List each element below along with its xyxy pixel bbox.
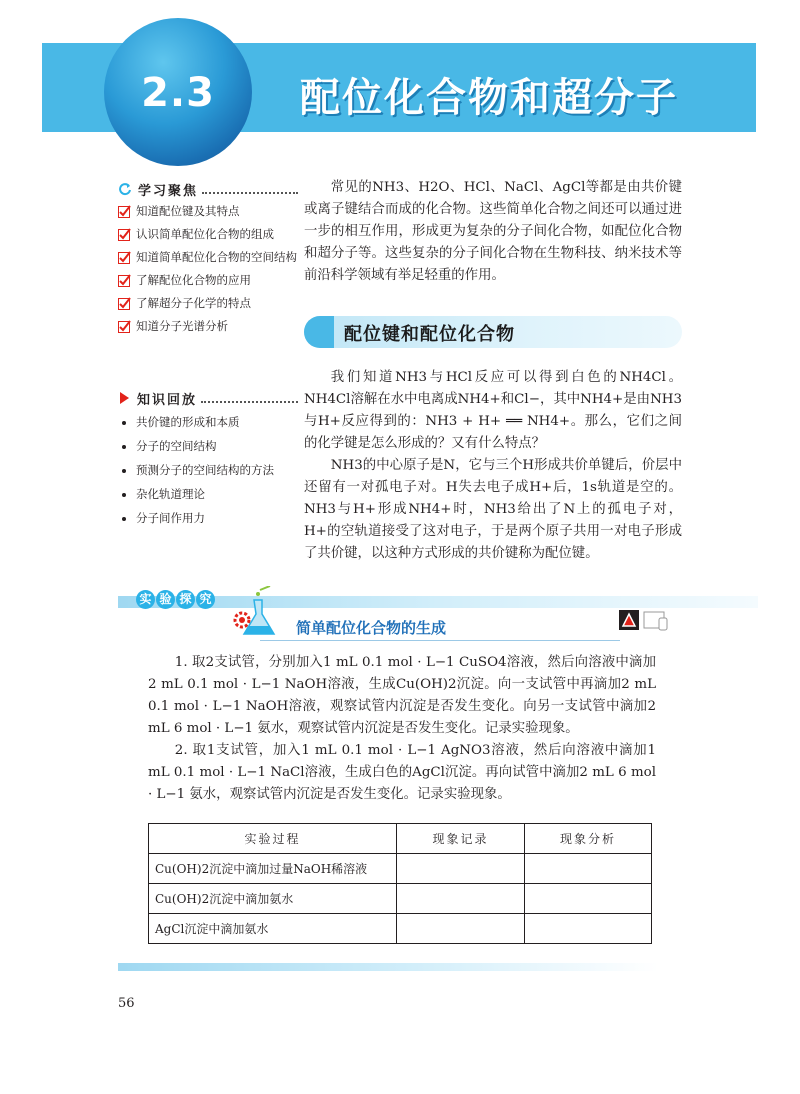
page-number: 56 (118, 996, 135, 1011)
table-cell: AgCl沉淀中滴加氨水 (149, 914, 397, 944)
section-paragraph-1: 我们知道NH3与HCl反应可以得到白色的NH4Cl。NH4Cl溶解在水中电离成NH4+和Cl−，其中NH4+是由NH3与H+反应得到的：NH3 + H+ ══ NH4+。那么，它们之间的化学键是怎么形成的？又有什么特点？ (304, 370, 682, 451)
refresh-arrows-icon (118, 182, 132, 196)
section-heading-bar (304, 316, 682, 348)
knowledge-review-heading: 知识回放 (118, 389, 298, 407)
intro-paragraph: 常见的NH3、H2O、HCl、NaCl、AgCl等都是由共价键或离子键结合而成的化合物。这些简单化合物之间还可以通过进一步的相互作用，形成更为复杂的分子间化合物，如配位化合物和超分子等。这些复杂的分子间化合物在生物科技、纳米技术等前沿科学领域有举足轻重的作用。 (304, 180, 682, 283)
experiment-step-2: 2. 取1支试管，加入1 mL 0.1 mol · L−1 AgNO3溶液，然后向溶液中滴加1 mL 0.1 mol · L−1 NaCl溶液，生成白色的AgCl沉淀。再向试管中滴加2 mL 6 mol · L−1 氨水，观察试管内沉淀是否发生变化。记录实验现象。 (148, 743, 656, 802)
experiment-title-rule (260, 640, 620, 641)
review-item: 分子的空间结构 (118, 439, 298, 454)
page-title: 配位化合物和超分子 (300, 75, 678, 121)
table-cell-input[interactable] (525, 884, 652, 914)
experiment-title: 简单配位化合物的生成 (296, 619, 447, 637)
learning-focus-panel (118, 180, 298, 342)
focus-item: 知道分子光谱分析 (118, 319, 298, 334)
review-item: 分子间作用力 (118, 511, 298, 526)
table-cell-input[interactable] (397, 854, 525, 884)
review-item: 共价键的形成和本质 (118, 415, 298, 430)
focus-item: 了解超分子化学的特点 (118, 296, 298, 311)
table-cell: Cu(OH)2沉淀中滴加氨水 (149, 884, 397, 914)
checkbox-checked-icon (118, 251, 131, 264)
section-paragraph-2: NH3的中心原子是N，它与三个H形成共价单键后，价层中还留有一对孤电子对。H失去电子成H+后，1s轨道是空的。NH3与H+形成NH4+时，NH3给出了N上的孤电子对，H+的空轨道接受了这对电子，于是两个原子共用一对电子形成了共价键，以这种方式形成的共价键称为配位键。 (304, 458, 682, 561)
table-cell-input[interactable] (525, 854, 652, 884)
checkbox-checked-icon (118, 228, 131, 241)
focus-item: 了解配位化合物的应用 (118, 273, 298, 288)
play-triangle-icon (120, 392, 129, 404)
review-item: 预测分子的空间结构的方法 (118, 463, 298, 478)
flask-gear-icon (230, 586, 280, 638)
observation-table (148, 823, 652, 944)
table-header-cell: 现象记录 (397, 824, 525, 854)
review-list (118, 415, 298, 526)
table-cell-input[interactable] (525, 914, 652, 944)
experiment-steps (148, 652, 656, 806)
experiment-tag-char: 实 (136, 590, 155, 609)
section-body (304, 367, 682, 565)
focus-item: 认识简单配位化合物的组成 (118, 227, 298, 242)
experiment-tag-char: 究 (196, 590, 215, 609)
table-header-cell: 现象分析 (525, 824, 652, 854)
knowledge-review-panel (118, 389, 298, 535)
table-cell: Cu(OH)2沉淀中滴加过量NaOH稀溶液 (149, 854, 397, 884)
checkbox-checked-icon (118, 297, 131, 310)
checkbox-checked-icon (118, 274, 131, 287)
table-row (149, 914, 652, 944)
learning-focus-heading: 学习聚焦 (118, 180, 298, 198)
focus-item: 知道简单配位化合物的空间结构 (118, 250, 298, 265)
table-row (149, 884, 652, 914)
experiment-tag-char: 探 (176, 590, 195, 609)
review-item: 杂化轨道理论 (118, 487, 298, 502)
focus-list (118, 204, 298, 334)
section-title: 配位键和配位化合物 (344, 324, 515, 345)
checkbox-checked-icon (118, 205, 131, 218)
bottom-band (118, 963, 658, 971)
table-header-cell: 实验过程 (149, 824, 397, 854)
focus-item: 知道配位键及其特点 (118, 204, 298, 219)
resource-link-icon[interactable] (618, 608, 676, 634)
experiment-step-1: 1. 取2支试管，分别加入1 mL 0.1 mol · L−1 CuSO4溶液，然后向溶液中滴加2 mL 0.1 mol · L−1 NaOH溶液，生成Cu(OH)2沉淀。向一支试管中再滴加2 mL 0.1 mol · L−1 NaOH溶液，观察试管内沉淀是否发生变化。向另一支试管中滴加2 mL 6 mol · L−1 氨水，观察试管内沉淀是否发生变化。记录实验现象。 (148, 655, 656, 736)
checkbox-checked-icon (118, 320, 131, 333)
table-cell-input[interactable] (397, 914, 525, 944)
section-number: 2.3 (141, 70, 215, 116)
table-header-row (149, 824, 652, 854)
table-cell-input[interactable] (397, 884, 525, 914)
experiment-tag-char: 验 (156, 590, 175, 609)
table-row (149, 854, 652, 884)
